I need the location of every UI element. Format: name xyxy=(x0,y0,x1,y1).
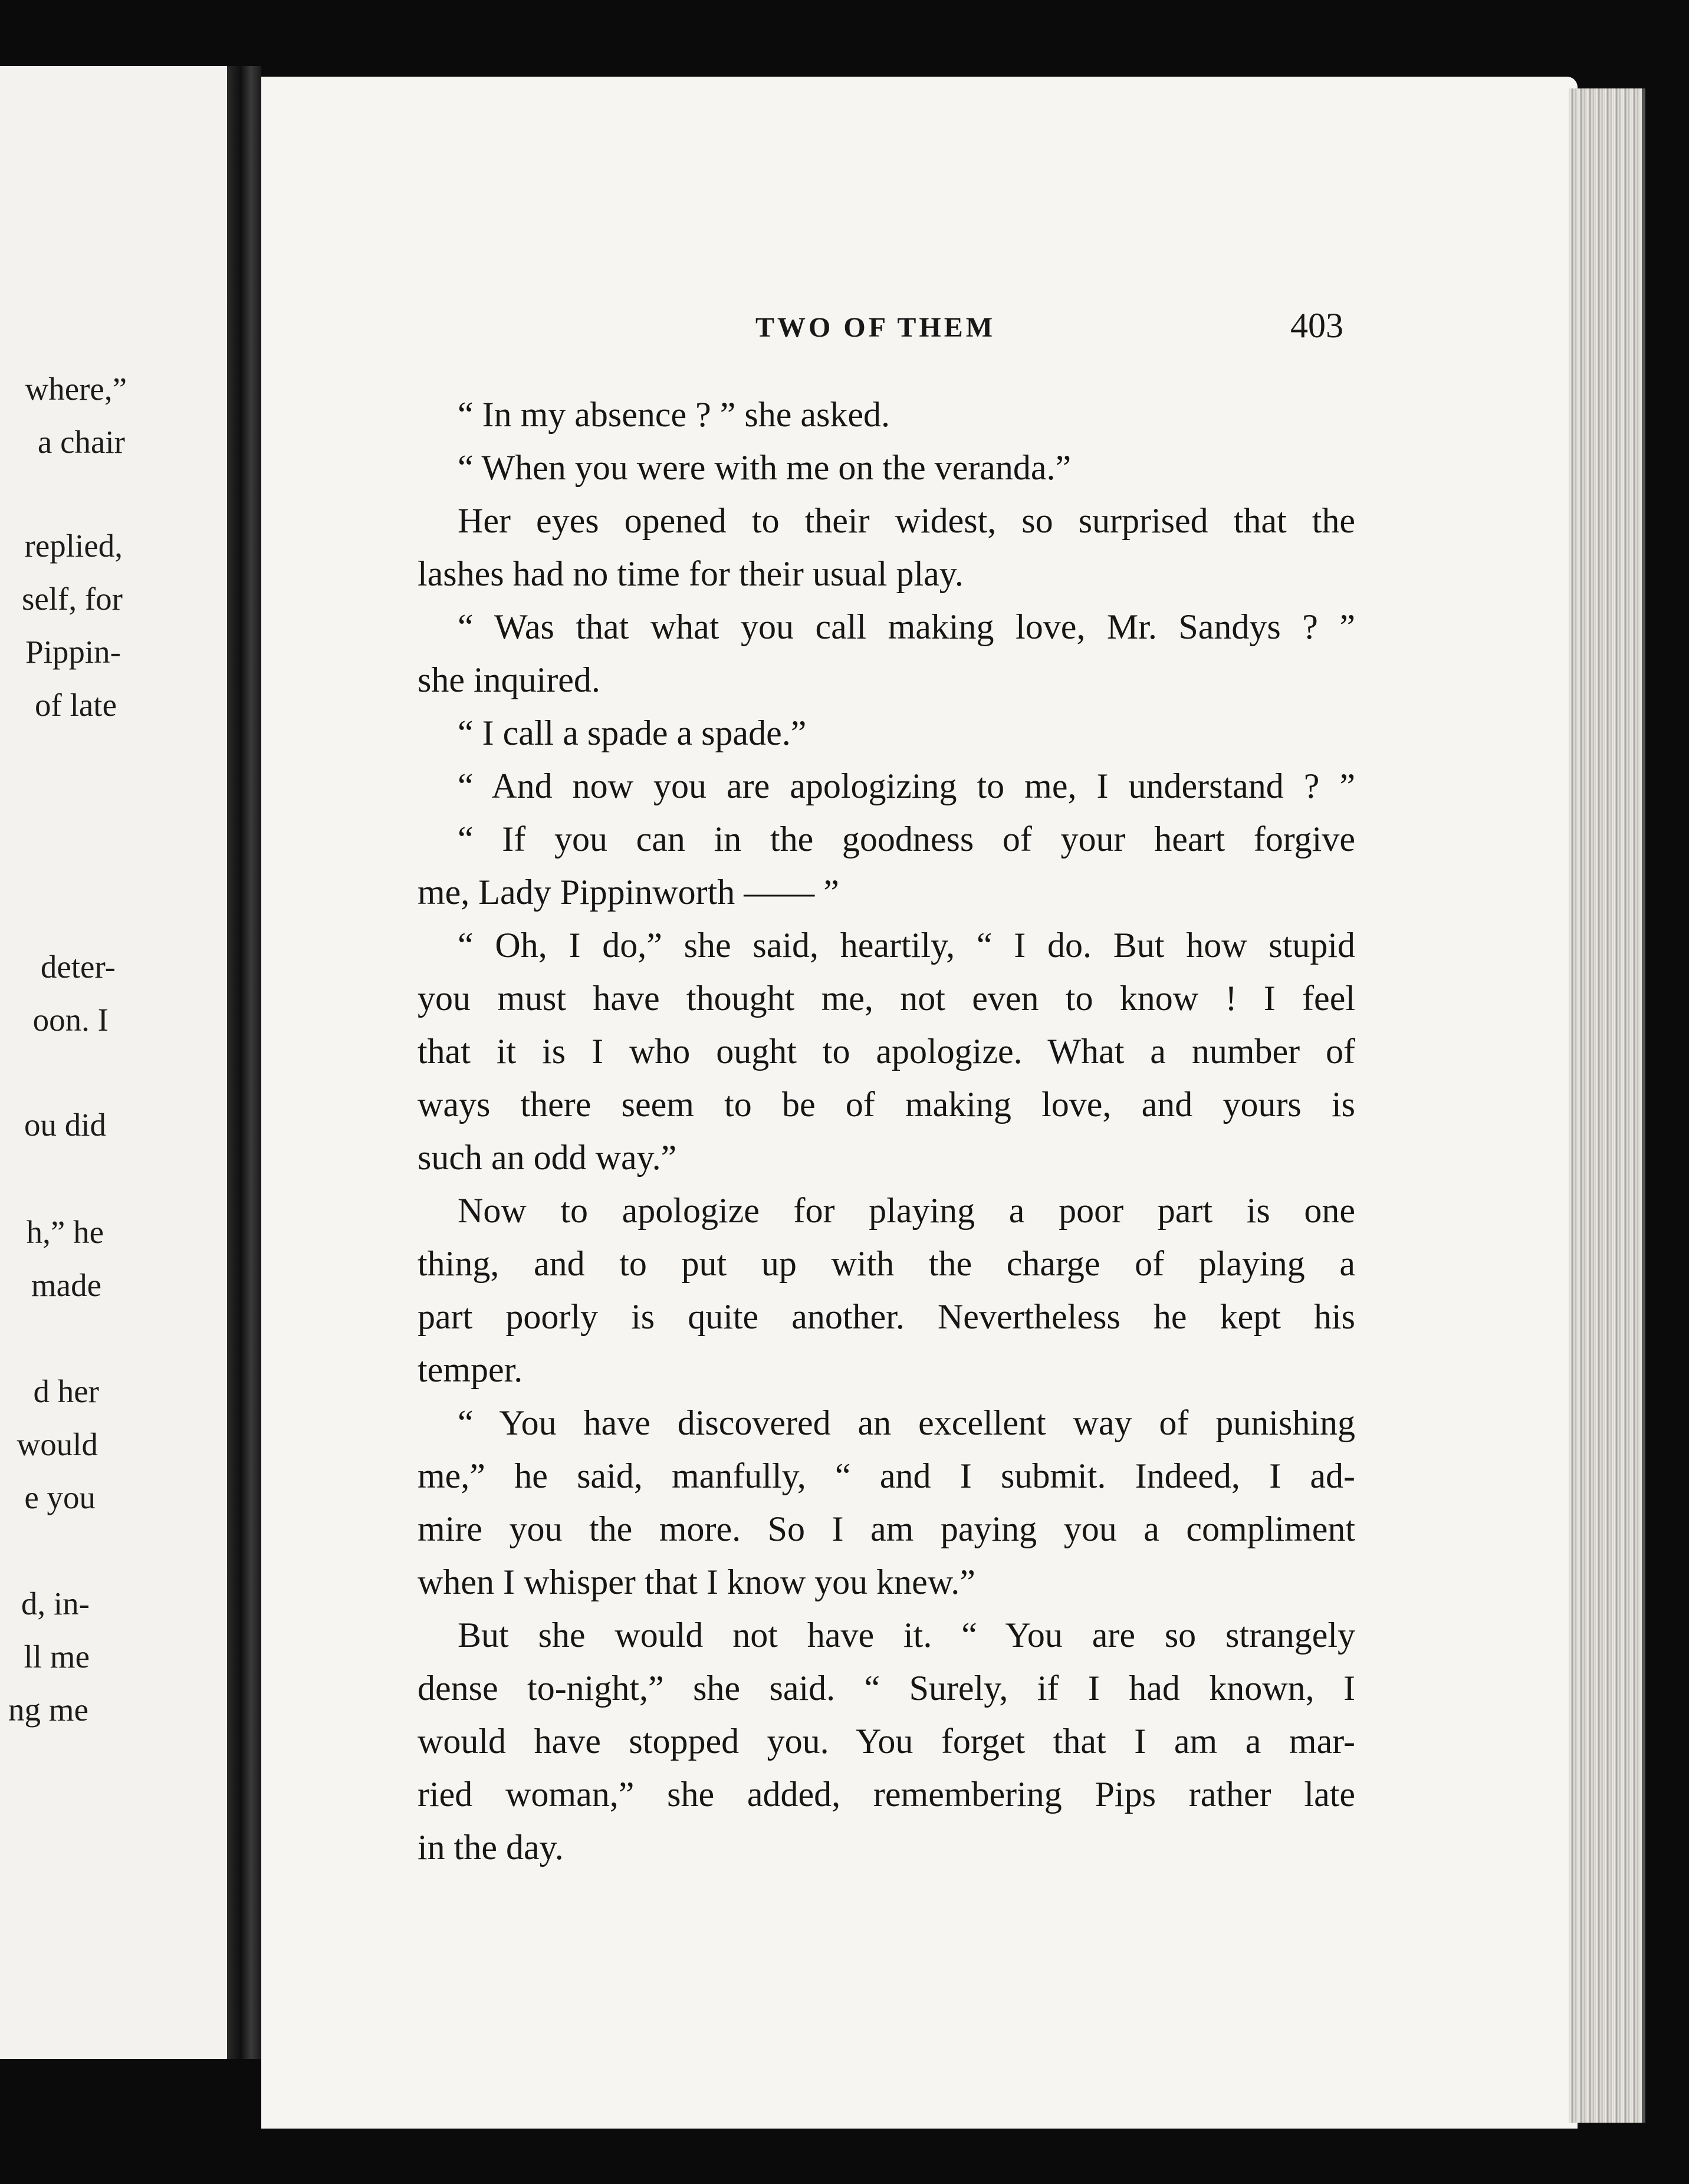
text-line: me,” he said, manfully, “ and I submit. Indeed, I ad- xyxy=(418,1456,1355,1495)
text-line: would have stopped you. You forget that I am a mar- xyxy=(418,1722,1355,1761)
text-line: she inquired. xyxy=(418,660,600,699)
text-line: lashes had no time for their usual play. xyxy=(418,554,964,593)
text-line: “ Was that what you call making love, Mr. Sandys ? ” xyxy=(458,607,1355,646)
text-line: “ And now you are apologizing to me, I understand ? ” xyxy=(458,767,1355,805)
text-line: me, Lady Pippinworth —— ” xyxy=(418,873,839,912)
page-edges xyxy=(1569,88,1645,2123)
text-line: such an odd way.” xyxy=(418,1138,677,1177)
text-line: when I whisper that I know you knew.” xyxy=(418,1563,975,1601)
text-line: thing, and to put up with the charge of playing a xyxy=(418,1244,1355,1283)
text-line: But she would not have it. “ You are so strangely xyxy=(458,1616,1355,1655)
page-number: 403 xyxy=(1290,306,1343,345)
left-page-fragment: deter- xyxy=(40,949,116,985)
text-line: you must have thought me, not even to know ! I feel xyxy=(418,979,1355,1018)
text-line: “ If you can in the goodness of your heart forgive xyxy=(458,820,1355,859)
text-line: ways there seem to be of making love, and yours is xyxy=(418,1085,1355,1124)
left-page-fragment: made xyxy=(31,1267,101,1303)
left-page-fragment: where,” xyxy=(25,371,127,407)
left-page-fragment: ng me xyxy=(8,1692,88,1728)
left-page-fragment: self, for xyxy=(21,581,123,617)
left-page-fragment: a chair xyxy=(37,424,125,460)
text-line: part poorly is quite another. Nevertheless he kept his xyxy=(418,1297,1355,1336)
text-line: mire you the more. So I am paying you a compliment xyxy=(418,1509,1355,1548)
book-gutter xyxy=(227,66,261,2059)
text-line: ried woman,” she added, remembering Pips rather late xyxy=(418,1775,1355,1814)
left-page-fragment: d, in- xyxy=(21,1586,90,1621)
left-page-fragment: oon. I xyxy=(32,1002,109,1038)
text-line: “ I call a spade a spade.” xyxy=(458,713,807,752)
left-page-fragment: h,” he xyxy=(26,1214,104,1250)
text-line: dense to-night,” she said. “ Surely, if I had known, I xyxy=(418,1669,1355,1708)
left-page-fragment: d her xyxy=(33,1373,99,1409)
left-page-fragment: would xyxy=(17,1426,98,1462)
left-page-fragment: replied, xyxy=(24,528,123,564)
left-page-fragment: ou did xyxy=(24,1107,106,1143)
body-text xyxy=(418,388,1355,1874)
left-page-fragment: e you xyxy=(24,1479,96,1515)
text-line: in the day. xyxy=(418,1828,564,1867)
text-line: Now to apologize for playing a poor part is one xyxy=(458,1191,1355,1230)
text-line: temper. xyxy=(418,1350,523,1389)
previous-page xyxy=(0,66,227,2059)
running-header: TWO OF THEM xyxy=(755,312,996,343)
left-page-fragment: Pippin- xyxy=(25,634,121,670)
left-page-fragment: of late xyxy=(35,687,117,723)
text-line: Her eyes opened to their widest, so surprised that the xyxy=(458,501,1355,540)
text-line: “ In my absence ? ” she asked. xyxy=(458,395,890,434)
left-page-fragment: ll me xyxy=(24,1639,90,1675)
text-line: “ When you were with me on the veranda.” xyxy=(458,448,1072,487)
text-line: “ Oh, I do,” she said, heartily, “ I do. But how stupid xyxy=(458,926,1355,965)
text-line: that it is I who ought to apologize. What a number of xyxy=(418,1032,1355,1071)
text-line: “ You have discovered an excellent way of punishing xyxy=(458,1403,1355,1442)
